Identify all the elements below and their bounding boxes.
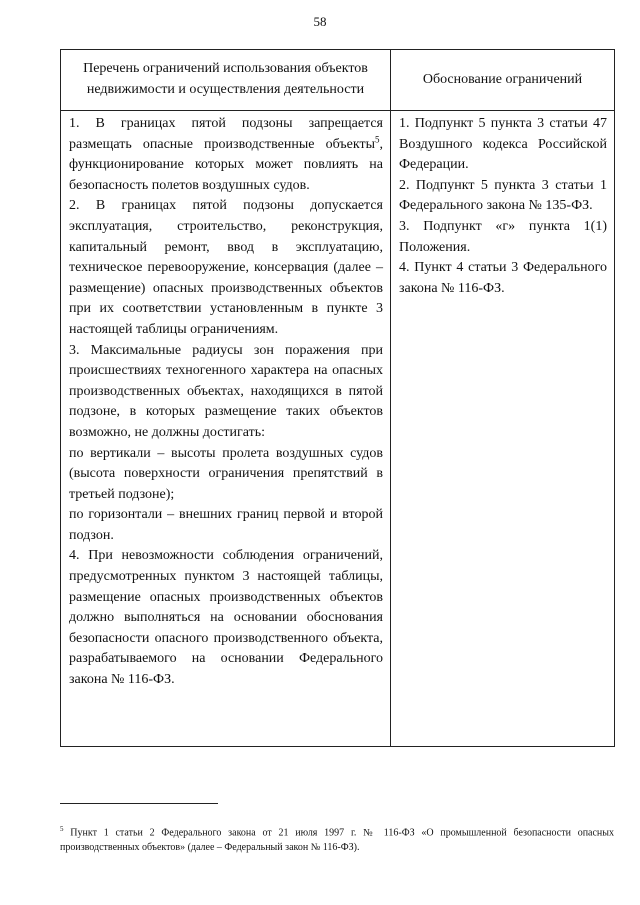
table-row bbox=[61, 111, 615, 747]
footnote-text: Пункт 1 статьи 2 Федерального закона от 21 июля 1997 г. № 116-ФЗ «О промышленной безопасности опасных производственных объектов» (далее – Федеральный закон № 116-ФЗ). bbox=[60, 827, 614, 854]
restriction-item-1: 1. В границах пятой подзоны запрещается размещать опасные производственные объекты$^5$, функционирование которых может повлиять на безопасность полетов воздушных судов. bbox=[69, 116, 383, 193]
table-header-row bbox=[61, 50, 615, 111]
restriction-item-3-horizontal: по горизонтали – внешних границ первой и второй подзон. bbox=[69, 507, 383, 543]
restriction-item-4: 4. При невозможности соблюдения ограничений, предусмотренных пунктом 3 настоящей таблицы, размещение опасных производственных объектов должно выполняться на основании обоснования безопасности опасного производственного объекта, разрабатываемого на основании Федерального закона № 116-ФЗ. bbox=[69, 548, 383, 688]
footnote-reference: 5 bbox=[375, 133, 380, 144]
restriction-item-3: 3. Максимальные радиусы зон поражения при происшествиях техногенного характера на опасных производственных объектах, находящихся в пятой подзоне, в которых размещение таких объектов возможно, не должны достигать: bbox=[69, 342, 383, 440]
restriction-item-3-vertical: по вертикали – высоты пролета воздушных судов (высота поверхности ограничения препятствий в третьей подзоне); bbox=[69, 445, 383, 502]
footnote-marker: 5 bbox=[60, 825, 64, 833]
justification-cell bbox=[391, 111, 615, 747]
header-justification: Обоснование ограничений bbox=[391, 50, 615, 111]
restriction-item-2: 2. В границах пятой подзоны допускается эксплуатация, строительство, реконструкция, капитальный ремонт, ввод в эксплуатацию, техническое перевооружение, консервация (далее – размещение) опасных производственных объектов при их соответствии установленным в пункте 3 настоящей таблицы ограничениям. bbox=[69, 198, 383, 337]
restrictions-table bbox=[60, 49, 615, 747]
justification-item-4: 4. Пункт 4 статьи 3 Федерального закона № 116-ФЗ. bbox=[399, 260, 607, 296]
footnote-divider bbox=[60, 803, 218, 804]
footnote bbox=[60, 822, 614, 855]
justification-item-2: 2. Подпункт 5 пункта 3 статьи 1 Федерального закона № 135-ФЗ. bbox=[399, 177, 607, 214]
justification-item-3: 3. Подпункт «г» пункта 1(1) Положения. bbox=[399, 218, 607, 255]
restrictions-cell bbox=[61, 111, 391, 747]
header-restrictions-list: Перечень ограничений использования объектов недвижимости и осуществления деятельности bbox=[61, 50, 391, 111]
page-number: 58 bbox=[313, 14, 327, 29]
justification-item-1: 1. Подпункт 5 пункта 3 статьи 47 Воздушного кодекса Российской Федерации. bbox=[399, 116, 607, 173]
